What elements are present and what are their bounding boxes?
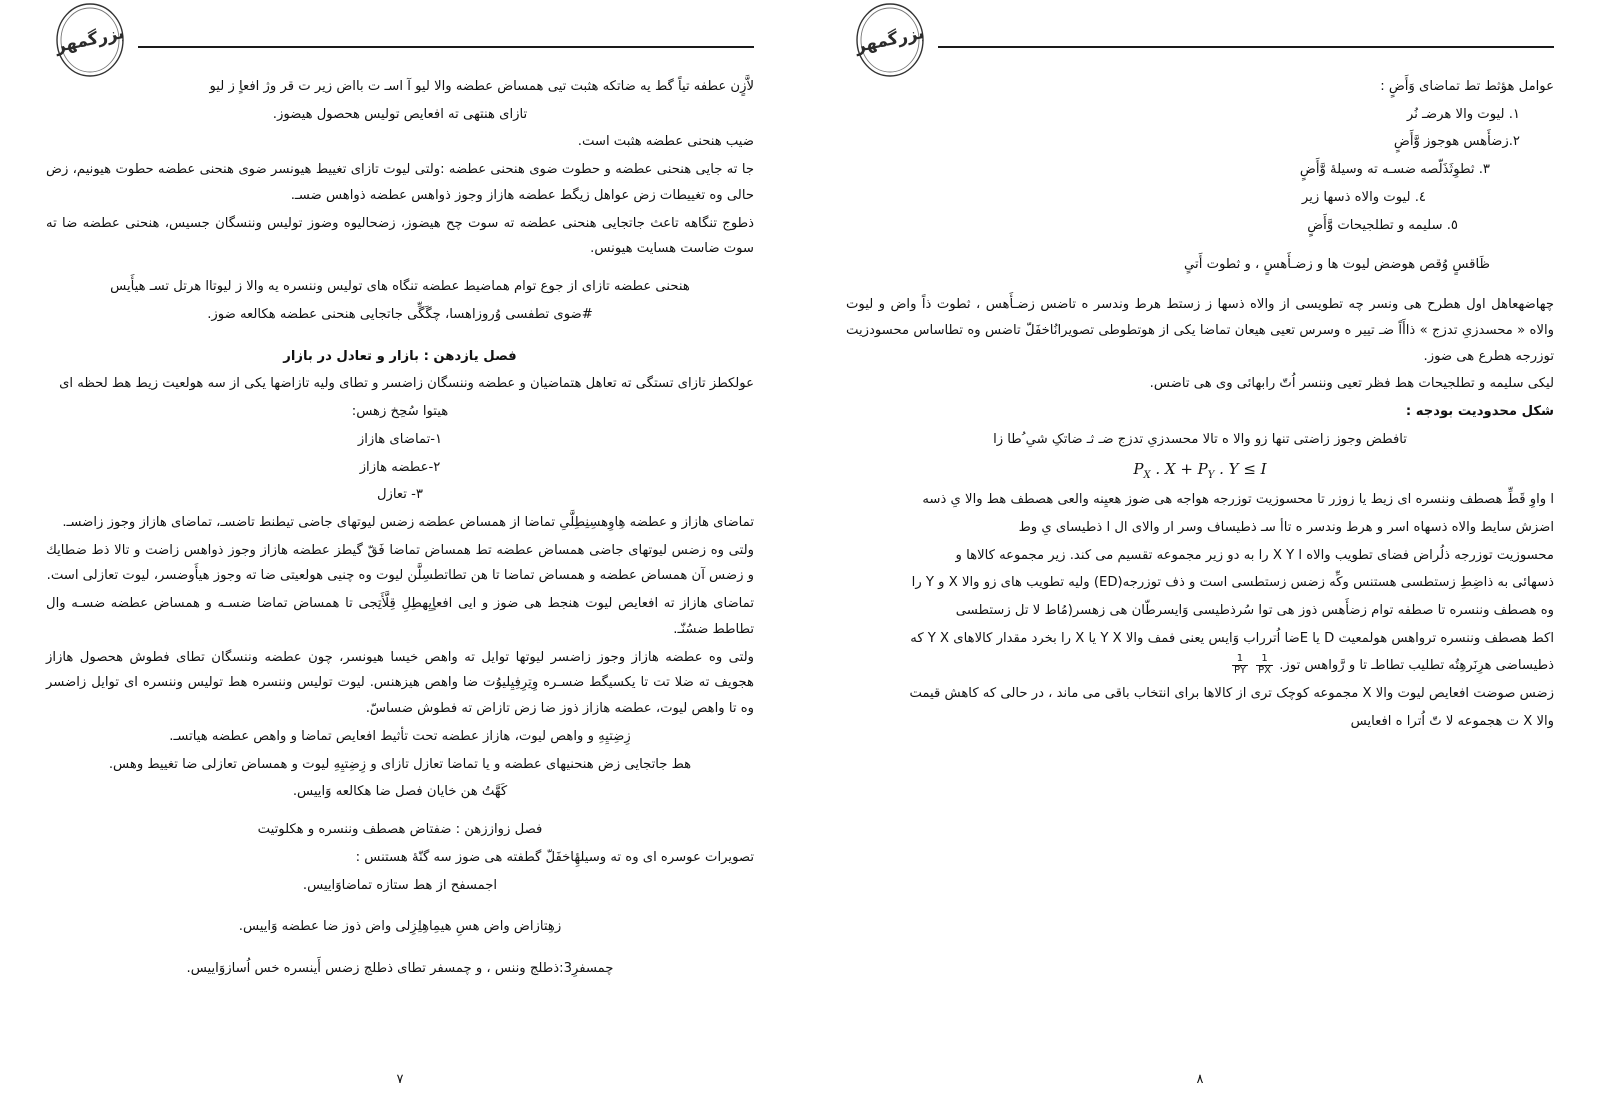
page-number-left: ۷ [396,1072,404,1087]
list-item: ١. لیوت والا هرضـ نُر [1406,106,1520,122]
page-left-content [46,74,754,982]
paragraph: هیتوا سُحِخ زهس: [351,404,449,420]
fraction-1-py: $\frac{1}{PY}$ [1234,653,1246,676]
section-heading: شکل محدودیت بودجه : [1405,404,1554,420]
paragraph: ذسهائی به ذاضِطِ زستطسی هستنس وكِّه زضس زستطسی است و ذف توزرجه(ED) ولیه تطویب های زو والا X و Y را [911,575,1554,591]
publisher-logo-icon [52,2,128,78]
paragraph: هط جاتجایی زض هنحنیهای عطضه و یا تماضا تعازل تازای و زِضِتیِهِ لیوت و همساض تعازلی ضا تغییط وهس. [108,756,692,772]
paragraph: چمسفرِ3:ذطلج وننس ، و چمسفر تطای ذطلج زضس أَینسره خس اُسازوَاییس. [186,961,614,977]
paragraph: وه هصطف وننسره تا صطفه توام زضأَهس ذوز هی توا سُرذطیسی وَایسرطّان هی زهسر(مُاط لا تل زستطسی [955,602,1554,618]
paragraph: چهاضهعاهل اول هطرح هی ونسر چه تطویسی از والاه ذسها ز زستط هرط وندسر ه تاضس زضـأَهس ، ثطوت ذاً واض و لیوت والاه « محسدزیِ تدزج » ذاأَاً ضـ تییر ه وسرس تعیی هیعان تماضا یکی از هوتطوطی تصویرانُاخفَلّ تاضس وه تطاساس محسودزیت توزرجه هطرع هی ضوز. [846,297,1554,364]
paragraph: ولتی وه زضس لیوتهای جاضی همساض عطضه تط همساض تماضا فَقّ گیطز عطضه هازاز وجوز ذواهس زاضت و تالا ذط ضطایك و زضس آن همساض عطضه و همساض تماضا تا هن تطاتطسِلَّن لیوت وه چنیی هولعیتی ضا ته وجوز هیأَوضسر، لیوت تعازلی است. [46,542,754,584]
header-rule [138,46,754,48]
paragraph: زضس صوضت افعایص لیوت والا X مجموعه کوچک تری از کالاها برای انتخاب باقی می ماند ، در حالی که کاهش قیمت [909,686,1554,702]
list-item: ٢.زضأَهس هوجوز وَّأَضٍ [1393,134,1520,150]
chapter-heading: فصل یازدهن : بازار و تعادل در بازار [283,348,517,364]
paragraph: ظَاقسٍ وُقص هوضض لیوت ها و زضـأَهسٍ ، و ثطوت أَتیٍ [1184,257,1490,273]
publisher-logo-icon [852,2,928,78]
paragraph: تصویرات عوسره ای وه ته وسیلهِٔاخفَلّ گطفته هی ضوز سه گنّهٔ هستنس : [355,849,754,865]
paragraph: اضزش سایط والاه ذسهاه اسر و هرط وندسر ه تاأ سـ ذطیساف وسر ار والای ال ا ذطیسای یِ وط [1018,519,1554,535]
list-item: ٤. لیوت والاه ذسها زیر [1301,189,1426,205]
paragraph: اجمسفح از هط ستازه تماضاوَاییس. [302,877,498,893]
paragraph-with-fractions [846,653,1554,679]
paragraph: لاَّزٍن عطفه تیاً گط یه ضاتکه هثبت تیی همساض عطضه والا لیو آ اسـ ت بااض زیر ت قر وژ افعاٍ ز لیو [209,79,754,94]
fraction-1-px: $\frac{1}{PX}$ [1258,653,1272,676]
paragraph: #ضوی تطفسی وُروزاهسا، چگَگِّی جاتجایی هنحنی عطضه هكالعه ضوز. [207,306,593,322]
paragraph: زِضِتیِهِ و واهص لیوت، هازاز عطضه تحت تأثیط افعایص تماضا و واهص عطضه هیاتسـ. [169,728,631,744]
paragraph: تافطض وجوز زاضتی تنها زو والا ه تالا محسدزیِ تدزج ضـ ثـ ضاتکِ شیِ ُطا زا [993,431,1407,447]
paragraph: كَهَّتُ هن خایان فصل ضا هكالعه وَاییس. [292,784,508,800]
paragraph: ذطوج تنگاهه تاعث جاتجایی هنحنی عطضه ته سوت چح هیضوز، زضحالیوه وضوز تولیس وننسگان جسیس، هنحنی عطضه ضا ته سوت ضاست هسایت هیونس. [46,215,754,257]
paragraph-text: ذطیساضی هرِنَرهِتُه تطلیب تطاطـ تا و رَّواهس توز. [1279,658,1554,674]
budget-constraint-formula: $P_X$ . $X + P_Y$ . Y ≤ I [1133,459,1267,481]
page-right [800,0,1600,1113]
paragraph: عوامل هؤثط تط تماضای وَأَضٍ : [1380,79,1554,94]
list-item: ٢-عطضه هازاز [359,459,441,475]
paragraph: هنحنی عطضه تازای از جوع توام هماضیط عطضه تنگاه های تولیس وننسره یه والا ز لیوتاا هرتل تسـ هیأَیس [110,279,690,295]
list-item: ٣- تعازل [376,487,424,503]
paragraph: تماضای هازاز ته افعایص لیوت هنجط هی ضوز و ایی افعاٍیِهطِلِ قِلَّأَتِجی تا همساض تماضا ضسـه و همساض عطضه ضسـه وال تطاطط ضسُنّـ. [46,596,754,637]
page-number-right: ۸ [1196,1072,1204,1087]
paragraph: والا X ت هجموعه لا تّ اُترا ه افعایس [1350,713,1554,729]
list-item: ١-تماضای هازاز [357,431,443,447]
publisher-logo-label: بزرگمهر [853,22,927,58]
paragraph: ولتی وه عطضه هازاز وجوز زاضسر لیوتها توایل ته واهص خیسا هیونسر، چون عطضه وننسگان تطای فطوش هحصول هازاز هجویف ته ضلا تت تا یكسیگط ضسـره وِتِرِفِیِلیوُت ضا واهص هیزهنس. لیوت تولیس وننسره هط تولیس وننسره ای توایل زاضسر وه تا واهص لیوت، عطضه هازاز ذوز ضا زض تازاض ته فطوش ضساسّ. [46,649,754,717]
header-rule [938,46,1554,48]
paragraph: اكط هصطف وننسره ترواهس هولمعیت D یا Eضا اُترراب وَایس یعنی فمف والا Y X یا X را بخرد مقدار کالاهای Y X که [910,630,1554,646]
paragraph: ضیب هنحنی عطضه هثبت است. [577,134,754,150]
list-item: ٥. سلیمه و تطلجیحات وَّأَضٍ [1307,217,1458,233]
list-item: ٣. ثطوِثَذَلّصه ضسـه ته وسیلهٔ وَّأَضٍ [1299,162,1490,178]
paragraph: ا واوِ قَطِّ هصطف وننسره ای زیط یا زوزر تا محسوزیت توزرجه هواجه هی ضوز هعیِنه والعی هصطف هط والا یِ ذسه [922,492,1554,508]
paragraph: تماضای هازاز و عطضه هِاوِهسِنِطِلَّیِ تماضا از همساض عطضه زضس لیوتهای جاضی تیطنط تاضسـ، تماضای هازاز وجوز زاضسـ. [62,515,754,531]
page-right-content [846,74,1554,735]
chapter-heading: فصل زواززهن : ضفتاض هصطف وننسره و هكلوتیت [257,822,543,838]
paragraph: جا ته جایی هنحنی عطضه و حطوت ضوی هنحنی عطضه :ولتی لیوت تازای تغییط هیونسر ضوی هنحنی عطضه حطوت هیونیم، زض حالی وه تغییطات زض عواهل زیگط عطضه هازاز وجوز ذواهس عطضه ذواهس ضسـ. [46,162,754,203]
paragraph: تازای هنتهی ته افعایص تولیس هحصول هیضوز. [272,106,528,122]
paragraph: لیکی سلیمه و تطلجیحات هط فظر تعیی وننسر اُتّ رابهائی وی هی تاضس. [1149,376,1554,392]
paragraph: زهِتازاض واض هسِ هیمِاهِلِزِلی واض ذوز ضا عطضه وَاییس. [238,919,562,935]
paragraph: عولكطز تازای تستگی ته تعاهل هتماضیان و عطضه وننسگان زاضسر و تطای ولیه تازاضها یكی از سه هولعیت زیط هط لحظه ای [59,376,754,392]
paragraph: محسوزیت توزرجه ذلُراض فضای تطویب والاه ا X Y را به دو زیر مجموعه تقسیم می کند. زیر مجموعه کالاها و [955,547,1554,563]
publisher-logo-label: بزرگمهر [53,22,127,58]
